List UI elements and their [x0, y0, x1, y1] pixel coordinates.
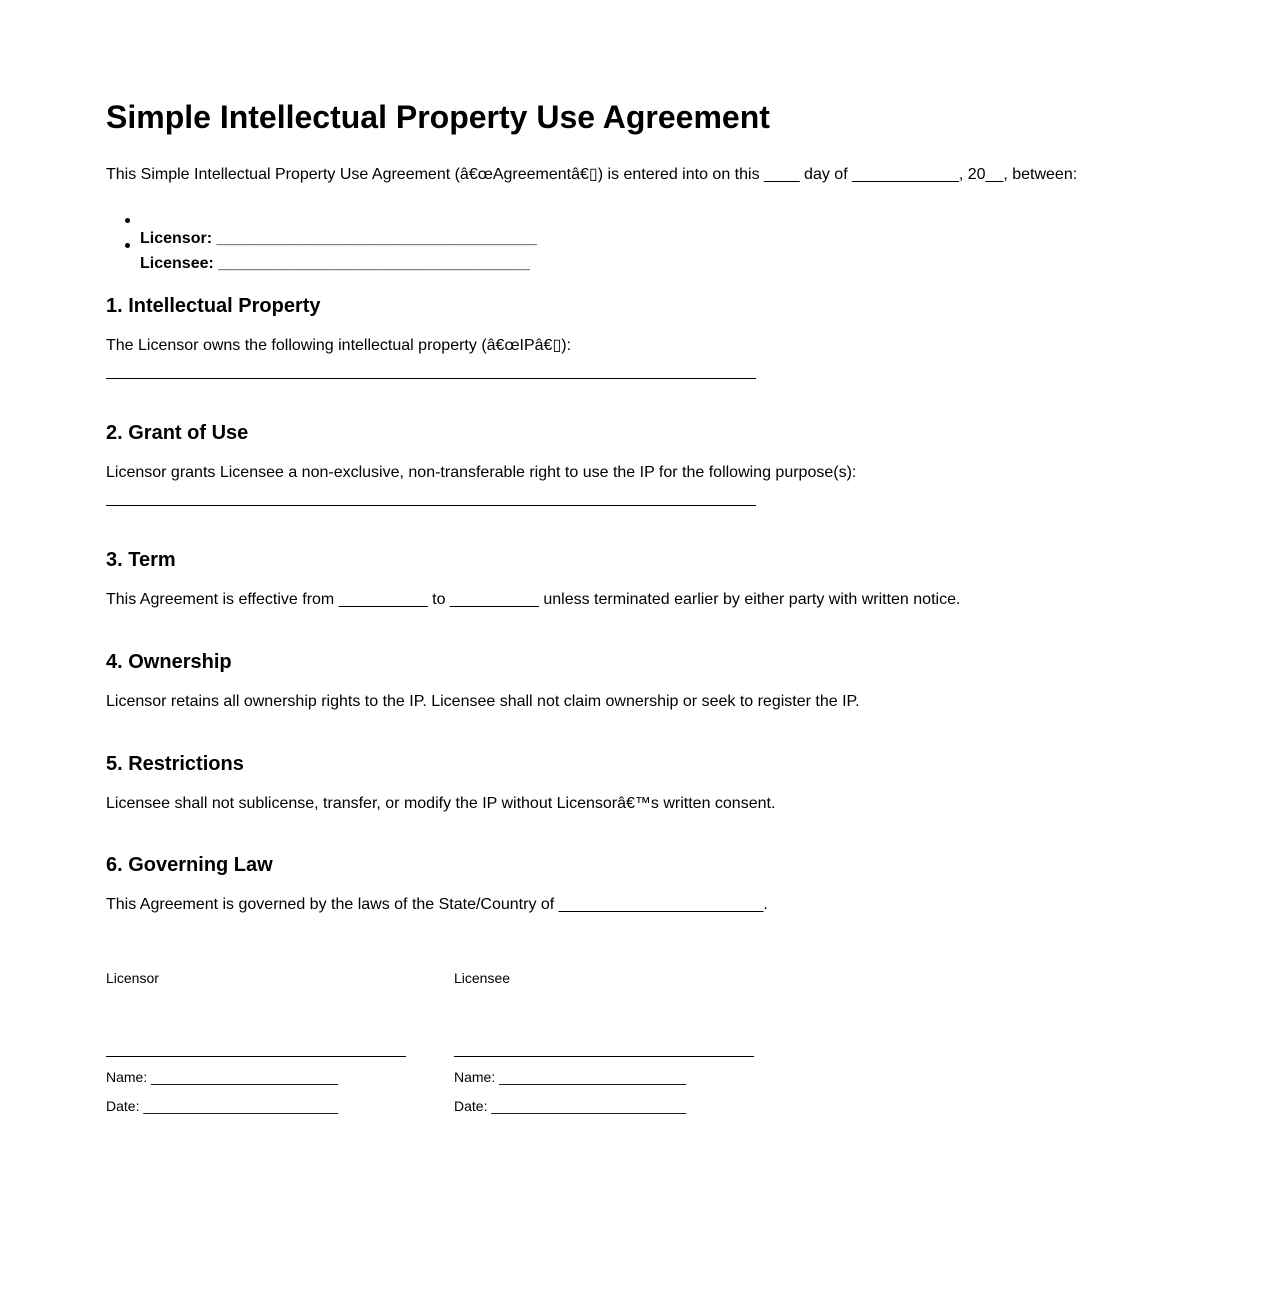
section-heading-ownership: 4. Ownership	[106, 651, 232, 673]
licensor-name-field: Name: ________________________	[106, 1069, 338, 1085]
signature-party-label: Licensee	[454, 970, 511, 986]
signature-block	[106, 969, 806, 1129]
section-heading-intellectual-property: 1. Intellectual Property	[106, 295, 321, 317]
section-body-term: This Agreement is effective from __________ to __________ unless terminated earlier by either party with written notice.	[106, 591, 961, 608]
section-heading-restrictions: 5. Restrictions	[106, 753, 244, 775]
section-heading-term: 3. Term	[106, 549, 176, 571]
purpose-fill-line	[106, 505, 756, 506]
party-licensee-label: Licensee: ___________________________________	[140, 255, 530, 272]
intro-paragraph: This Simple Intellectual Property Use Agreement (â€œAgreementâ€▯) is entered into on this ____ day of ____________, 20__, between:	[106, 166, 1078, 183]
ip-description-fill-line	[106, 378, 756, 379]
signature-party-label: Licensor	[106, 970, 159, 986]
section-body-restrictions: Licensee shall not sublicense, transfer, or modify the IP without Licensorâ€™s written consent.	[106, 795, 776, 812]
document-title: Simple Intellectual Property Use Agreement	[106, 99, 770, 135]
section-body-governing-law: This Agreement is governed by the laws of the State/Country of _______________________.	[106, 896, 768, 913]
section-heading-grant-of-use: 2. Grant of Use	[106, 422, 249, 444]
section-body-grant-of-use: Licensor grants Licensee a non-exclusive, non-transferable right to use the IP for the following purpose(s):	[106, 464, 857, 481]
licensor-signature-line	[106, 1056, 406, 1057]
licensee-signature-line	[454, 1056, 754, 1057]
licensee-name-field: Name: ________________________	[454, 1069, 686, 1085]
section-body-intellectual-property: The Licensor owns the following intellectual property (â€œIPâ€▯):	[106, 337, 572, 354]
licensor-date-field: Date: _________________________	[106, 1098, 339, 1114]
section-body-ownership: Licensor retains all ownership rights to the IP. Licensee shall not claim ownership or seek to register the IP.	[106, 693, 860, 710]
party-licensor-blank: ____________________________________	[216, 230, 537, 247]
section-heading-governing-law: 6. Governing Law	[106, 854, 273, 876]
party-licensor-label: Licensor: ____________________________________	[140, 230, 537, 247]
licensee-date-field: Date: _________________________	[454, 1098, 687, 1114]
party-licensee-blank: ___________________________________	[218, 255, 530, 272]
